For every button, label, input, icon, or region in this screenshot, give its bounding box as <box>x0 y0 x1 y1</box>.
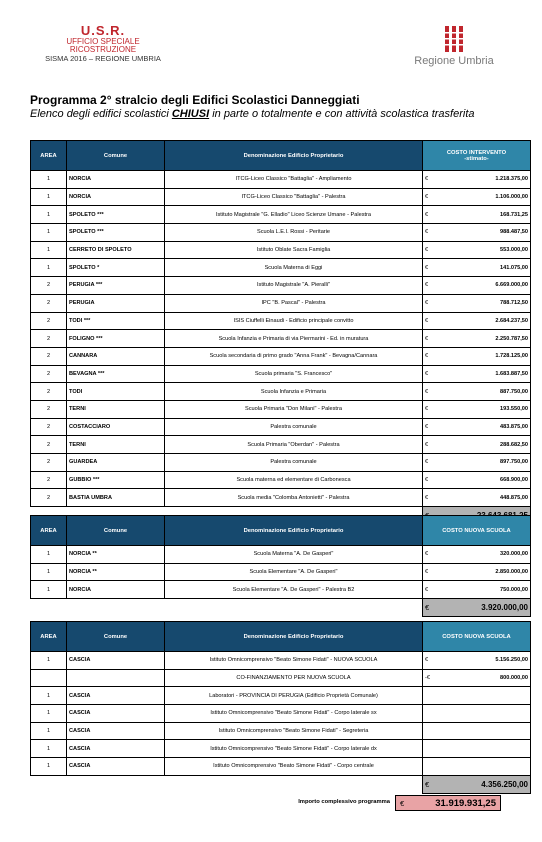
currency-symbol: € <box>425 423 429 430</box>
currency-symbol: € <box>425 264 429 271</box>
currency-symbol: € <box>425 388 429 395</box>
col-header-comune: Comune <box>67 516 165 546</box>
cell-costo <box>423 581 531 599</box>
cell-denominazione: Scuola Materna di Eggi <box>165 259 423 277</box>
table-row <box>31 705 531 723</box>
cell-denominazione: Scuola primaria "S. Francesco" <box>165 365 423 383</box>
cell-area: 1 <box>31 705 67 723</box>
table-row <box>31 277 531 295</box>
cell-comune: CASCIA <box>67 652 165 670</box>
cell-area: 1 <box>31 581 67 599</box>
cell-denominazione: Scuola media "Colomba Antonietti" - Palestra <box>165 489 423 507</box>
cell-denominazione: Scuola Infanzia e Primaria di via Piermarini - Ed. in muratura <box>165 330 423 348</box>
cell-comune: NORCIA <box>67 581 165 599</box>
cell-comune: SPOLETO *** <box>67 224 165 242</box>
cost-value: 288.682,50 <box>500 441 528 448</box>
currency-symbol: € <box>425 477 429 484</box>
cost-value: 788.712,50 <box>500 300 528 307</box>
cost-value: 448.875,00 <box>500 494 528 501</box>
empty-cell <box>67 599 165 617</box>
table-row <box>31 241 531 259</box>
currency-symbol: € <box>425 317 429 324</box>
grand-total <box>280 795 501 811</box>
cell-costo <box>423 740 531 758</box>
table-row <box>31 224 531 242</box>
cell-comune: CASCIA <box>67 758 165 776</box>
cell-area: 1 <box>31 687 67 705</box>
cell-comune: TODI <box>67 383 165 401</box>
table-nuova-scuola-norcia <box>30 515 531 617</box>
table-row <box>31 546 531 564</box>
grand-total-value: 31.919.931,25 <box>435 798 496 809</box>
cell-comune: BEVAGNA *** <box>67 365 165 383</box>
cell-costo <box>423 546 531 564</box>
cost-value: 887.750,00 <box>500 388 528 395</box>
cost-value: 1.106.000,00 <box>495 194 528 201</box>
cell-comune: CASCIA <box>67 722 165 740</box>
empty-cell <box>165 599 423 617</box>
table-row <box>31 330 531 348</box>
cell-comune: CERRETO DI SPOLETO <box>67 241 165 259</box>
cell-costo <box>423 471 531 489</box>
cell-costo <box>423 224 531 242</box>
cost-value: 1.728.125,00 <box>495 353 528 360</box>
cell-costo <box>423 365 531 383</box>
cell-comune: SPOLETO *** <box>67 206 165 224</box>
cell-comune: COSTACCIARO <box>67 418 165 436</box>
cell-comune: PERUGIA *** <box>67 277 165 295</box>
cell-comune: CASCIA <box>67 705 165 723</box>
empty-cell <box>31 775 67 793</box>
col-header-area: AREA <box>31 516 67 546</box>
table-row <box>31 687 531 705</box>
cell-area: 2 <box>31 418 67 436</box>
cell-area: 2 <box>31 489 67 507</box>
cost-value: 2.684.237,50 <box>495 317 528 324</box>
cell-comune: TERNI <box>67 400 165 418</box>
cell-area <box>31 669 67 687</box>
section-total-value: 3.920.000,00 <box>481 602 528 612</box>
cell-costo <box>423 418 531 436</box>
cell-comune: NORCIA ** <box>67 546 165 564</box>
cost-value: 320.000,00 <box>500 551 528 558</box>
cost-value: 2.250.787,50 <box>495 335 528 342</box>
cell-comune: TODI *** <box>67 312 165 330</box>
cell-costo <box>423 652 531 670</box>
currency-symbol: € <box>425 229 429 236</box>
cost-value: 5.156.250,00 <box>495 657 528 664</box>
empty-cell <box>165 775 423 793</box>
cell-denominazione: ITCG-Liceo Classico "Battaglia" - Ampliamento <box>165 171 423 189</box>
cell-costo <box>423 294 531 312</box>
table-row <box>31 652 531 670</box>
cell-comune: CANNARA <box>67 347 165 365</box>
table-row <box>31 365 531 383</box>
cell-costo <box>423 347 531 365</box>
table-row <box>31 383 531 401</box>
grand-total-box <box>395 795 501 811</box>
cell-denominazione: Scuola Infanzia e Primaria <box>165 383 423 401</box>
table-row <box>31 188 531 206</box>
currency-symbol: € <box>425 282 429 289</box>
cost-value: 2.850.000,00 <box>495 569 528 576</box>
total-row <box>31 599 531 617</box>
cell-denominazione: Scuola Elementare "A. De Gasperi" <box>165 563 423 581</box>
col-header-area: AREA <box>31 622 67 652</box>
cell-comune: CASCIA <box>67 687 165 705</box>
cell-denominazione: Scuola materna ed elementare di Carbonesca <box>165 471 423 489</box>
cell-area: 1 <box>31 740 67 758</box>
col-header-comune: Comune <box>67 622 165 652</box>
empty-cell <box>31 599 67 617</box>
cell-costo <box>423 722 531 740</box>
table-row <box>31 740 531 758</box>
cell-denominazione: Palestra comunale <box>165 418 423 436</box>
cell-denominazione: Istituto Omnicomprensivo "Beato Simone Fidati" - NUOVA SCUOLA <box>165 652 423 670</box>
cell-comune: SPOLETO * <box>67 259 165 277</box>
cell-area: 1 <box>31 563 67 581</box>
table-row <box>31 722 531 740</box>
grand-total-currency: € <box>400 799 405 808</box>
currency-symbol: € <box>425 551 429 558</box>
cell-denominazione: Scuola secondaria di primo grado "Anna Frank" - Bevagna/Cannara <box>165 347 423 365</box>
col-header-costo: COSTO INTERVENTO -stimato- <box>423 141 531 171</box>
cell-denominazione: Scuola Materna "A. De Gasperi" <box>165 546 423 564</box>
cell-denominazione: Istituto Oblate Sacra Famiglia <box>165 241 423 259</box>
currency-symbol: € <box>425 657 429 664</box>
regione-emblem-icon <box>445 26 463 52</box>
cell-costo <box>423 188 531 206</box>
table-nuova-scuola-cascia <box>30 621 531 794</box>
empty-cell <box>67 775 165 793</box>
cell-area: 1 <box>31 259 67 277</box>
cell-comune: FOLIGNO *** <box>67 330 165 348</box>
regione-umbria-logo <box>404 26 504 67</box>
cost-value: 1.683.887,50 <box>495 370 528 377</box>
cell-costo <box>423 383 531 401</box>
cell-comune: GUARDEA <box>67 454 165 472</box>
cell-denominazione: ITCG-Liceo Classico "Battaglia" - Palestra <box>165 188 423 206</box>
cost-value: 553.000,00 <box>500 247 528 254</box>
total-row <box>31 775 531 793</box>
section-total <box>423 599 531 617</box>
cost-value: 988.487,50 <box>500 229 528 236</box>
col-header-costo: COSTO NUOVA SCUOLA <box>423 516 531 546</box>
col-header-denominazione: Denominazione Edificio Proprietario <box>165 141 423 171</box>
table-row <box>31 294 531 312</box>
cost-value: 668.900,00 <box>500 477 528 484</box>
cell-area: 1 <box>31 758 67 776</box>
cell-comune: TERNI <box>67 436 165 454</box>
table-row <box>31 206 531 224</box>
cell-denominazione: Palestra comunale <box>165 454 423 472</box>
currency-symbol: € <box>425 300 429 307</box>
usr-line-sisma: SISMA 2016 – REGIONE UMBRIA <box>45 54 161 64</box>
cell-area: 2 <box>31 330 67 348</box>
currency-symbol: € <box>425 406 429 413</box>
cost-value: 483.875,00 <box>500 423 528 430</box>
usr-header <box>28 24 178 63</box>
currency-symbol: € <box>425 569 429 576</box>
cell-denominazione: Istituto Omnicomprensivo "Beato Simone Fidati" - Corpo laterale sx <box>165 705 423 723</box>
cell-denominazione: Laboratori - PROVINCIA DI PERUGIA (Edificio Proprietà Comunale) <box>165 687 423 705</box>
cell-denominazione: Istituto Magistrale "G. Elladio" Liceo Scienze Umane - Palestra <box>165 206 423 224</box>
cell-costo <box>423 259 531 277</box>
cell-area: 1 <box>31 206 67 224</box>
document-subtitle: Elenco degli edifici scolastici CHIUSI in parte o totalmente e con attività scolastica trasferita <box>30 108 475 120</box>
cell-denominazione: Istituto Omnicomprensivo "Beato Simone Fidati" - Corpo laterale dx <box>165 740 423 758</box>
cost-value: 750.000,00 <box>500 586 528 593</box>
document-title: Programma 2° stralcio degli Edifici Scolastici Danneggiati <box>30 93 360 107</box>
cell-comune: GUBBIO *** <box>67 471 165 489</box>
cell-area: 2 <box>31 365 67 383</box>
cell-area: 1 <box>31 652 67 670</box>
cell-costo <box>423 312 531 330</box>
cell-comune: BASTIA UMBRA <box>67 489 165 507</box>
cell-area: 1 <box>31 722 67 740</box>
cell-comune <box>67 669 165 687</box>
cell-comune: NORCIA ** <box>67 563 165 581</box>
currency-symbol: € <box>425 211 429 218</box>
currency-symbol: € <box>425 779 430 789</box>
cell-costo <box>423 436 531 454</box>
col-header-denominazione: Denominazione Edificio Proprietario <box>165 622 423 652</box>
cell-area: 2 <box>31 383 67 401</box>
currency-symbol: € <box>425 194 429 201</box>
cell-comune: NORCIA <box>67 171 165 189</box>
cell-comune: PERUGIA <box>67 294 165 312</box>
cell-costo <box>423 687 531 705</box>
cell-costo <box>423 758 531 776</box>
cell-costo <box>423 705 531 723</box>
cell-denominazione: Scuola Primaria "Don Milani" - Palestra <box>165 400 423 418</box>
col-header-costo: COSTO NUOVA SCUOLA <box>423 622 531 652</box>
table-row <box>31 454 531 472</box>
cell-area: 2 <box>31 471 67 489</box>
cell-costo <box>423 669 531 687</box>
section-total-value: 4.356.250,00 <box>481 779 528 789</box>
section-total <box>423 775 531 793</box>
currency-symbol: € <box>425 335 429 342</box>
cost-value: 1.218.375,00 <box>495 176 528 183</box>
cell-area: 2 <box>31 294 67 312</box>
table-row <box>31 436 531 454</box>
document-heading <box>30 93 535 120</box>
table-row <box>31 418 531 436</box>
usr-acronym: U.S.R. <box>80 23 126 38</box>
table-row <box>31 471 531 489</box>
currency-symbol: € <box>425 353 429 360</box>
cost-value: 193.550,00 <box>500 406 528 413</box>
table-row <box>31 171 531 189</box>
col-header-denominazione: Denominazione Edificio Proprietario <box>165 516 423 546</box>
cell-comune: NORCIA <box>67 188 165 206</box>
table-row <box>31 400 531 418</box>
table-interventi <box>30 140 531 525</box>
cell-costo <box>423 330 531 348</box>
cell-denominazione: ISIS Ciuffelli Einaudi - Edificio principale convitto <box>165 312 423 330</box>
currency-symbol: € <box>425 441 429 448</box>
cost-value: 6.669.000,00 <box>495 282 528 289</box>
currency-symbol: € <box>425 602 430 612</box>
cell-denominazione: Istituto Omnicomprensivo "Beato Simone Fidati" - Corpo centrale <box>165 758 423 776</box>
usr-line-ricostruzione: RICOSTRUZIONE <box>69 45 137 55</box>
cell-area: 2 <box>31 347 67 365</box>
grand-total-label: Importo complessivo programma <box>298 799 390 805</box>
cell-denominazione: Scuola Elementare "A. De Gasperi" - Palestra B2 <box>165 581 423 599</box>
currency-symbol: € <box>425 586 429 593</box>
currency-symbol: € <box>425 459 429 466</box>
table-row <box>31 669 531 687</box>
cell-denominazione: IPC "B. Pascal" - Palestra <box>165 294 423 312</box>
cell-costo <box>423 489 531 507</box>
cell-denominazione: Istituto Magistrale "A. Pieralli" <box>165 277 423 295</box>
table-row <box>31 489 531 507</box>
table-row <box>31 563 531 581</box>
cell-area: 1 <box>31 546 67 564</box>
currency-symbol: € <box>425 494 429 501</box>
table-row <box>31 312 531 330</box>
cell-area: 2 <box>31 436 67 454</box>
currency-symbol: € <box>425 370 429 377</box>
cell-costo <box>423 171 531 189</box>
cell-comune: CASCIA <box>67 740 165 758</box>
cost-value: 141.075,00 <box>500 264 528 271</box>
cost-value: 168.731,25 <box>500 211 528 218</box>
table-row <box>31 347 531 365</box>
cell-costo <box>423 400 531 418</box>
currency-symbol: -€ <box>425 675 430 682</box>
cell-area: 2 <box>31 277 67 295</box>
cell-area: 1 <box>31 171 67 189</box>
subtitle-emphasis: CHIUSI <box>171 108 210 120</box>
cell-denominazione: Scuola L.E.I. Rossi - Peritarie <box>165 224 423 242</box>
currency-symbol: € <box>425 247 429 254</box>
cell-costo <box>423 206 531 224</box>
cost-value: 800.000,00 <box>500 675 528 682</box>
cell-area: 2 <box>31 400 67 418</box>
cell-area: 1 <box>31 224 67 242</box>
cell-area: 2 <box>31 312 67 330</box>
col-header-comune: Comune <box>67 141 165 171</box>
cell-denominazione: Scuola Primaria "Oberdan" - Palestra <box>165 436 423 454</box>
cell-area: 2 <box>31 454 67 472</box>
col-header-area: AREA <box>31 141 67 171</box>
cell-costo <box>423 241 531 259</box>
region-name: Regione Umbria <box>414 55 494 67</box>
cell-area: 1 <box>31 188 67 206</box>
cost-value: 897.750,00 <box>500 459 528 466</box>
usr-line-ufficio: UFFICIO SPECIALE <box>66 36 140 46</box>
currency-symbol: € <box>425 176 429 183</box>
table-row <box>31 758 531 776</box>
table-row <box>31 259 531 277</box>
cell-costo <box>423 563 531 581</box>
cell-denominazione: Istituto Omnicomprensivo "Beato Simone Fidati" - Segreteria <box>165 722 423 740</box>
cell-costo <box>423 454 531 472</box>
table-row <box>31 581 531 599</box>
cell-costo <box>423 277 531 295</box>
cell-denominazione: CO-FINANZIAMENTO PER NUOVA SCUOLA <box>165 669 423 687</box>
cell-area: 1 <box>31 241 67 259</box>
